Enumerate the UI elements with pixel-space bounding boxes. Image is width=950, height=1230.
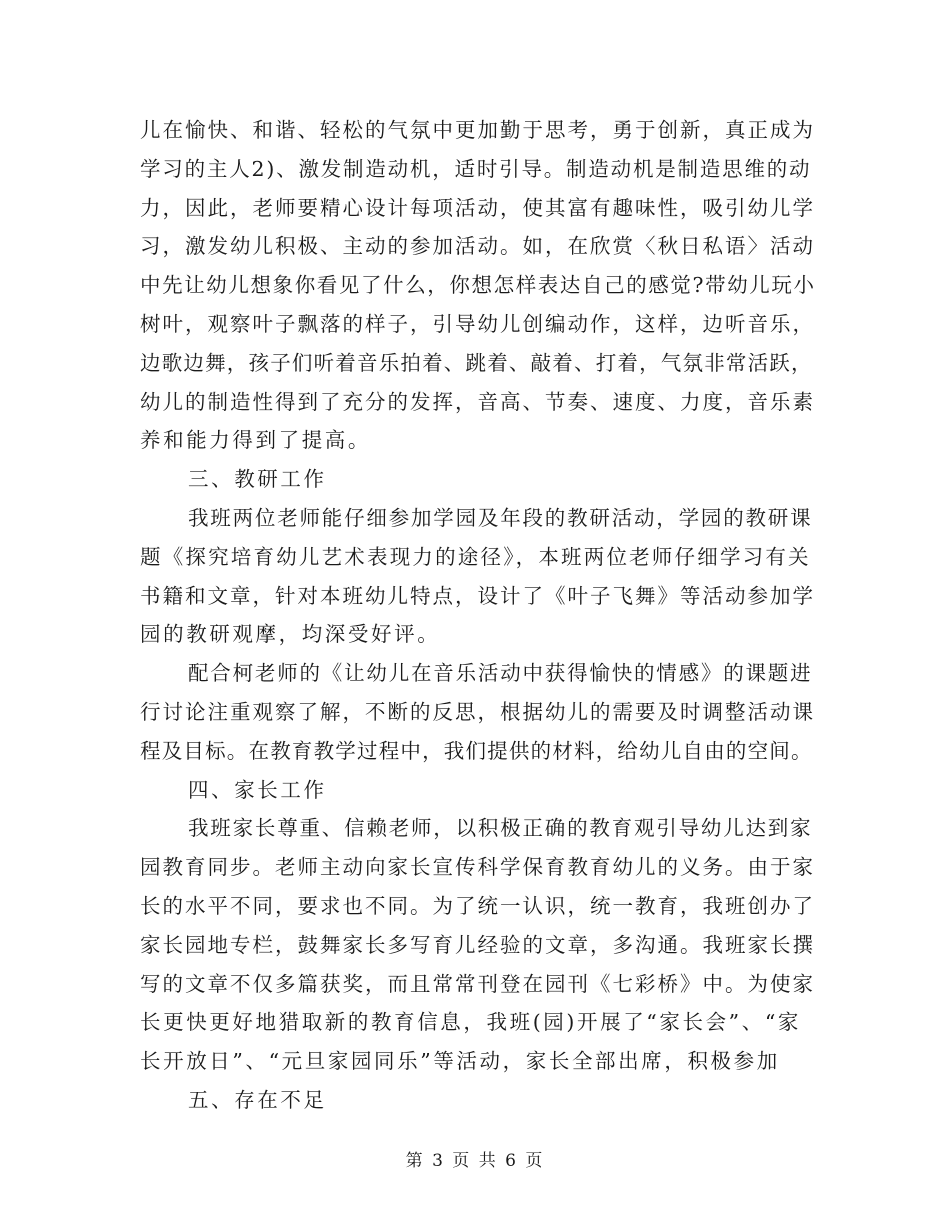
page-number: 第 3 页 共 6 页	[405, 1151, 545, 1171]
paragraph-line: 力，因此，老师要精心设计每项活动，使其富有趣味性，吸引幼儿学	[140, 195, 815, 220]
paragraph-line-indented: 我班两位老师能仔细参加学园及年段的教研活动，学园的教研课	[188, 505, 813, 530]
paragraph-line: 树叶，观察叶子飘落的样子，引导幼儿创编动作，这样，边听音乐，	[140, 311, 815, 336]
paragraph-line-indented: 我班家长尊重、信赖老师，以积极正确的教育观引导幼儿达到家	[188, 816, 813, 841]
paragraph-line: 题《探究培育幼儿艺术表现力的途径》，本班两位老师仔细学习有关	[140, 544, 811, 569]
paragraph-line: 写的文章不仅多篇获奖，而且常常刊登在园刊《七彩桥》中。为使家	[140, 971, 815, 996]
paragraph-line-indented: 配合柯老师的《让幼儿在音乐活动中获得愉快的情感》的课题进	[188, 661, 813, 686]
paragraph-line: 养和能力得到了提高。	[140, 428, 371, 453]
paragraph-line: 儿在愉快、和谐、轻松的气氛中更加勤于思考，勇于创新，真正成为	[140, 118, 815, 142]
paragraph-line-indented: 五、存在不足	[188, 1087, 327, 1112]
paragraph-line: 长开放日”、“元旦家园同乐”等活动，家长全部出席，积极参加	[140, 1049, 780, 1074]
paragraph-line: 行讨论注重观察了解，不断的反思，根据幼儿的需要及时调整活动课	[140, 699, 815, 724]
paragraph-line: 长的水平不同，要求也不同。为了统一认识，统一教育，我班创办了	[140, 893, 815, 918]
paragraph-line: 家长园地专栏，鼓舞家长多写育儿经验的文章，多沟通。我班家长撰	[140, 932, 815, 957]
paragraph-line: 书籍和文章，针对本班幼儿特点，设计了《叶子飞舞》等活动参加学	[140, 583, 815, 608]
paragraph-line: 中先让幼儿想象你看见了什么，你想怎样表达自己的感觉?带幼儿玩小	[140, 273, 816, 298]
paragraph-line: 园的教研观摩，均深受好评。	[140, 622, 441, 647]
paragraph-line: 边歌边舞，孩子们听着音乐拍着、跳着、敲着、打着，气氛非常活跃，	[140, 350, 813, 375]
paragraph-line: 长更快更好地猎取新的教育信息，我班(园)开展了“家长会”、“家	[140, 1010, 802, 1035]
paragraph-line-indented: 四、家长工作	[188, 777, 327, 802]
paragraph-line: 程及目标。在教育教学过程中，我们提供的材料，给幼儿自由的空间。	[140, 738, 813, 763]
paragraph-line: 幼儿的制造性得到了充分的发挥，音高、节奏、速度、力度，音乐素	[140, 389, 815, 414]
paragraph-line-indented: 三、教研工作	[188, 467, 327, 492]
paragraph-line: 学习的主人2)、激发制造动机，适时引导。制造动机是制造思维的动	[140, 156, 812, 181]
document-body	[140, 111, 816, 1120]
paragraph-line: 园教育同步。老师主动向家长宣传科学保育教育幼儿的义务。由于家	[140, 855, 815, 880]
paragraph-line: 习，激发幼儿积极、主动的参加活动。如，在欣赏〈秋日私语〉活动	[140, 234, 815, 259]
